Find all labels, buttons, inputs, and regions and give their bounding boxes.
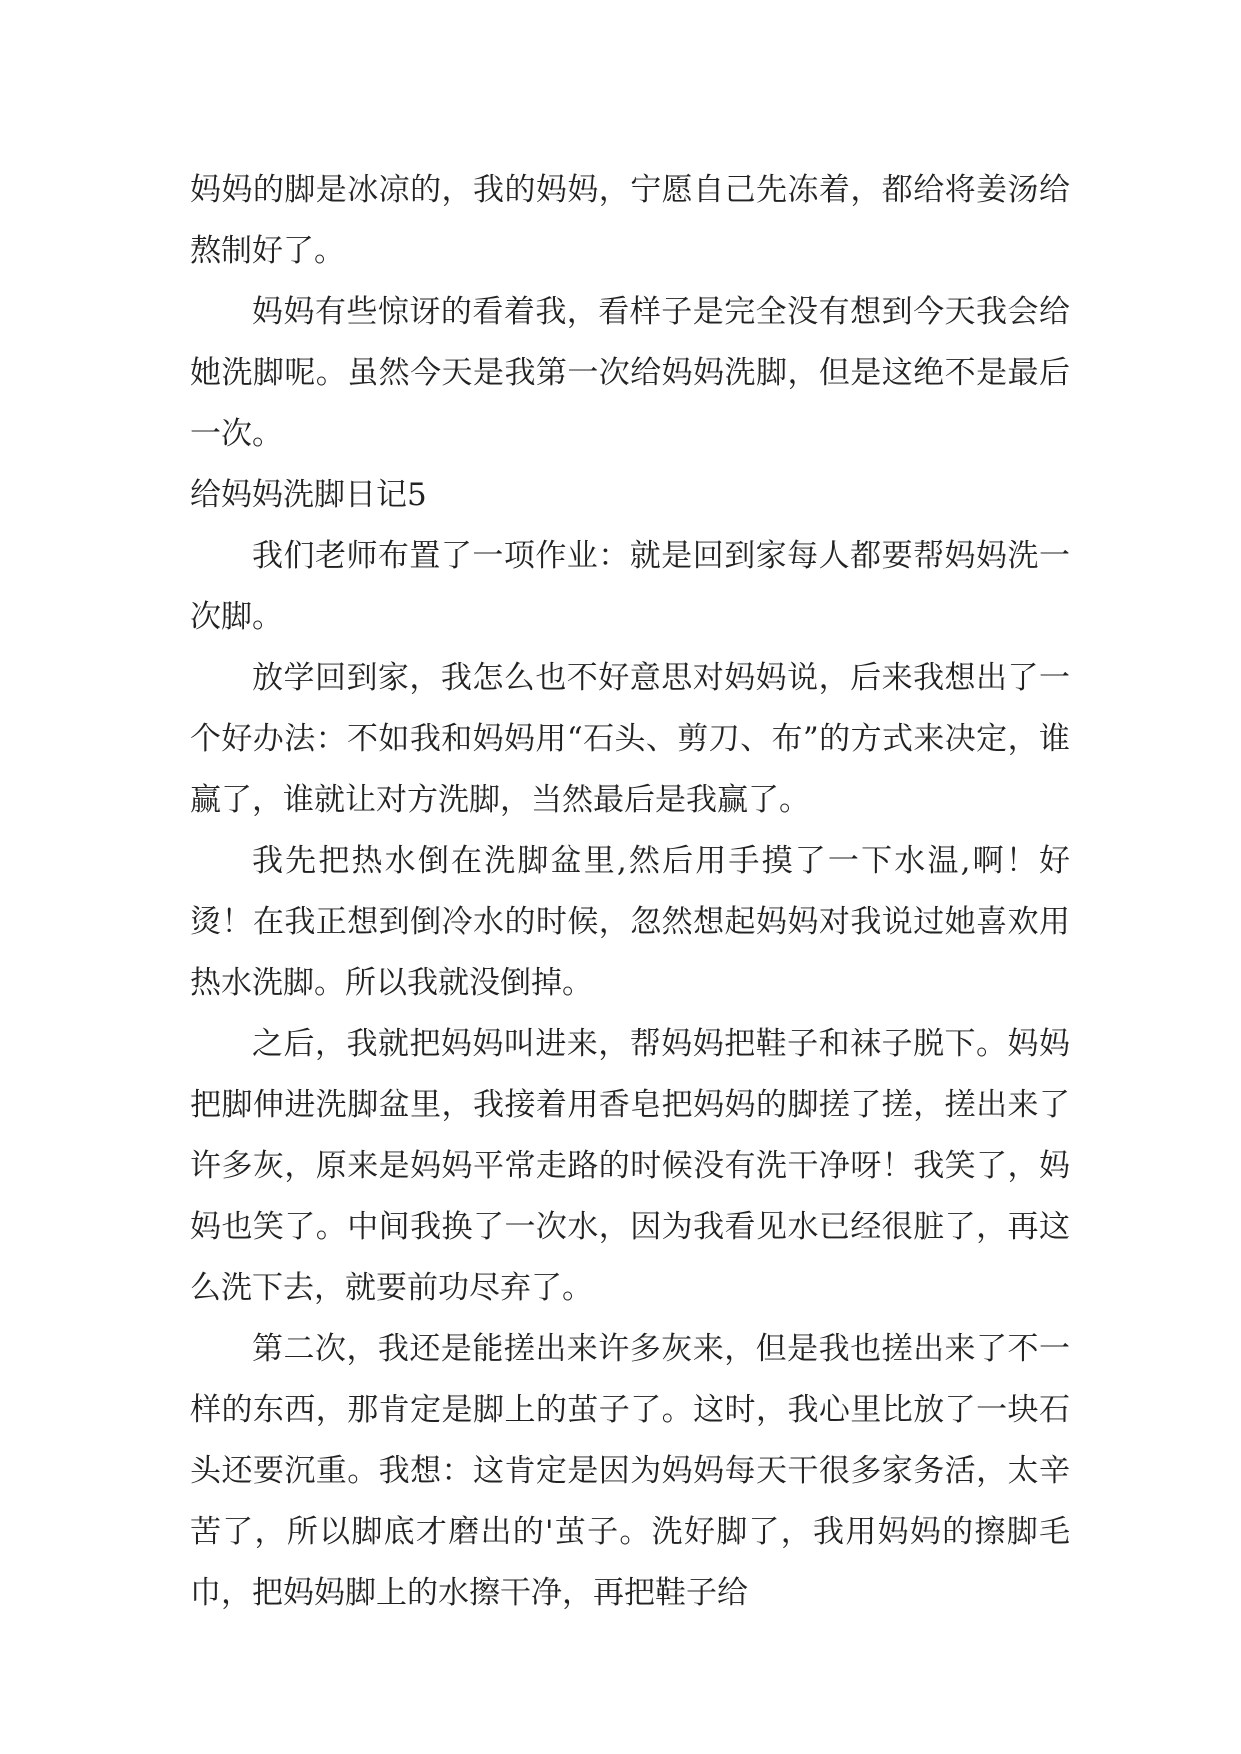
paragraph: 妈妈有些惊讶的看着我，看样子是完全没有想到今天我会给她洗脚呢。虽然今天是我第一次给妈妈洗脚，但是这绝不是最后一次。: [190, 294, 1070, 452]
paragraph: 我们老师布置了一项作业：就是回到家每人都要帮妈妈洗一次脚。: [190, 538, 1070, 635]
document-body: [190, 160, 1070, 1624]
paragraph: 第二次，我还是能搓出来许多灰来，但是我也搓出来了不一样的东西，那肯定是脚上的茧子了。这时，我心里比放了一块石头还要沉重。我想：这肯定是因为妈妈每天干很多家务活，太辛苦了，所以脚底才磨出的'茧子。洗好脚了，我用妈妈的擦脚毛巾，把妈妈脚上的水擦干净，再把鞋子给: [190, 1331, 1070, 1611]
paragraph: 我先把热水倒在洗脚盆里,然后用手摸了一下水温,啊！好烫！在我正想到倒冷水的时候，忽然想起妈妈对我说过她喜欢用热水洗脚。所以我就没倒掉。: [190, 843, 1070, 1001]
section-title: 给妈妈洗脚日记5: [190, 477, 427, 513]
paragraph: 之后，我就把妈妈叫进来，帮妈妈把鞋子和袜子脱下。妈妈把脚伸进洗脚盆里，我接着用香皂把妈妈的脚搓了搓，搓出来了许多灰，原来是妈妈平常走路的时候没有洗干净呀！我笑了，妈妈也笑了。中间我换了一次水，因为我看见水已经很脏了，再这么洗下去，就要前功尽弃了。: [190, 1026, 1070, 1306]
paragraph: 放学回到家，我怎么也不好意思对妈妈说，后来我想出了一个好办法：不如我和妈妈用“石头、剪刀、布”的方式来决定，谁赢了，谁就让对方洗脚，当然最后是我赢了。: [190, 660, 1070, 818]
paragraph-continuation: 妈妈的脚是冰凉的，我的妈妈，宁愿自己先冻着，都给将姜汤给熬制好了。: [190, 172, 1070, 269]
